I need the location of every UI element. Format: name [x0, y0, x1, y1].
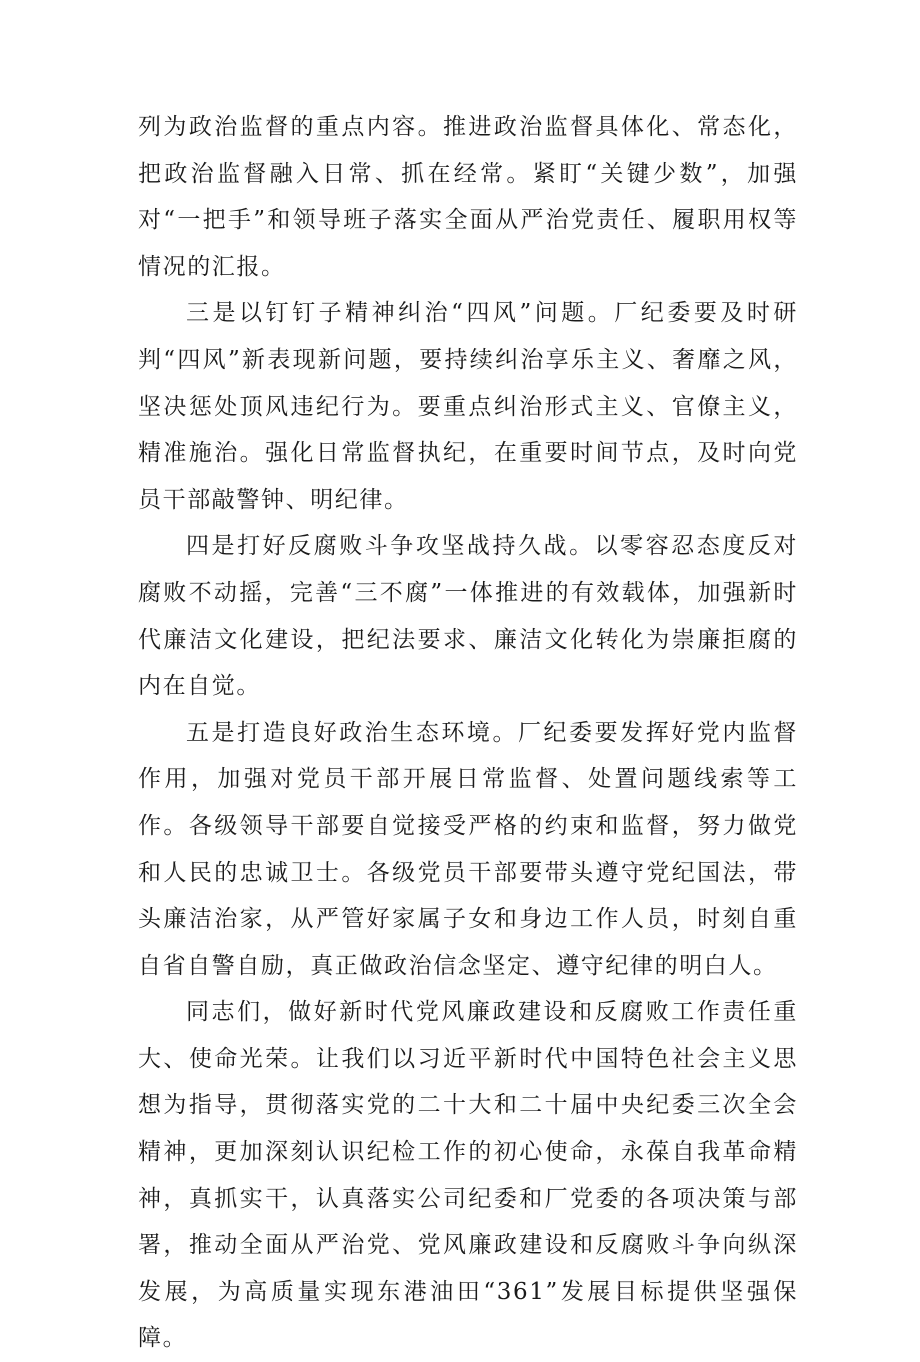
paragraph-political-ecology: 五是打造良好政治生态环境。厂纪委要发挥好党内监督作用，加强对党员干部开展日常监督、处置问题线索等工作。各级领导干部要自觉接受严格的约束和监督，努力做党和人民的忠诚卫士。各级党员干部要带头遵守党纪国法，带头廉洁治家，从严管好家属子女和身边工作人员，时刻自重自省自警自励，真正做政治信念坚定、遵守纪律的明白人。: [138, 719, 798, 979]
paragraph-anti-corruption: 四是打好反腐败斗争攻坚战持久战。以零容忍态度反对腐败不动摇，完善“三不腐”一体推进的有效载体，加强新时代廉洁文化建设，把纪法要求、廉洁文化转化为崇廉拒腐的内在自觉。: [138, 533, 798, 700]
document-body: [138, 104, 798, 1362]
paragraph-four-winds: 三是以钉钉子精神纠治“四风”问题。厂纪委要及时研判“四风”新表现新问题，要持续纠治享乐主义、奢靡之风，坚决惩处顶风违纪行为。要重点纠治形式主义、官僚主义，精准施治。强化日常监督执纪，在重要时间节点，及时向党员干部敲警钟、明纪律。: [138, 300, 798, 513]
paragraph-continuation: 列为政治监督的重点内容。推进政治监督具体化、常态化，把政治监督融入日常、抓在经常。紧盯“关键少数”，加强对“一把手”和领导班子落实全面从严治党责任、履职用权等情况的汇报。: [138, 114, 798, 280]
paragraph-closing: 同志们，做好新时代党风廉政建设和反腐败工作责任重大、使命光荣。让我们以习近平新时代中国特色社会主义思想为指导，贯彻落实党的二十大和二十届中央纪委三次全会精神，更加深刻认识纪检工作的初心使命，永葆自我革命精神，真抓实干，认真落实公司纪委和厂党委的各项决策与部署，推动全面从严治党、党风廉政建设和反腐败斗争向纵深发展，为高质量实现东港油田“361”发展目标提供坚强保障。: [138, 999, 798, 1352]
